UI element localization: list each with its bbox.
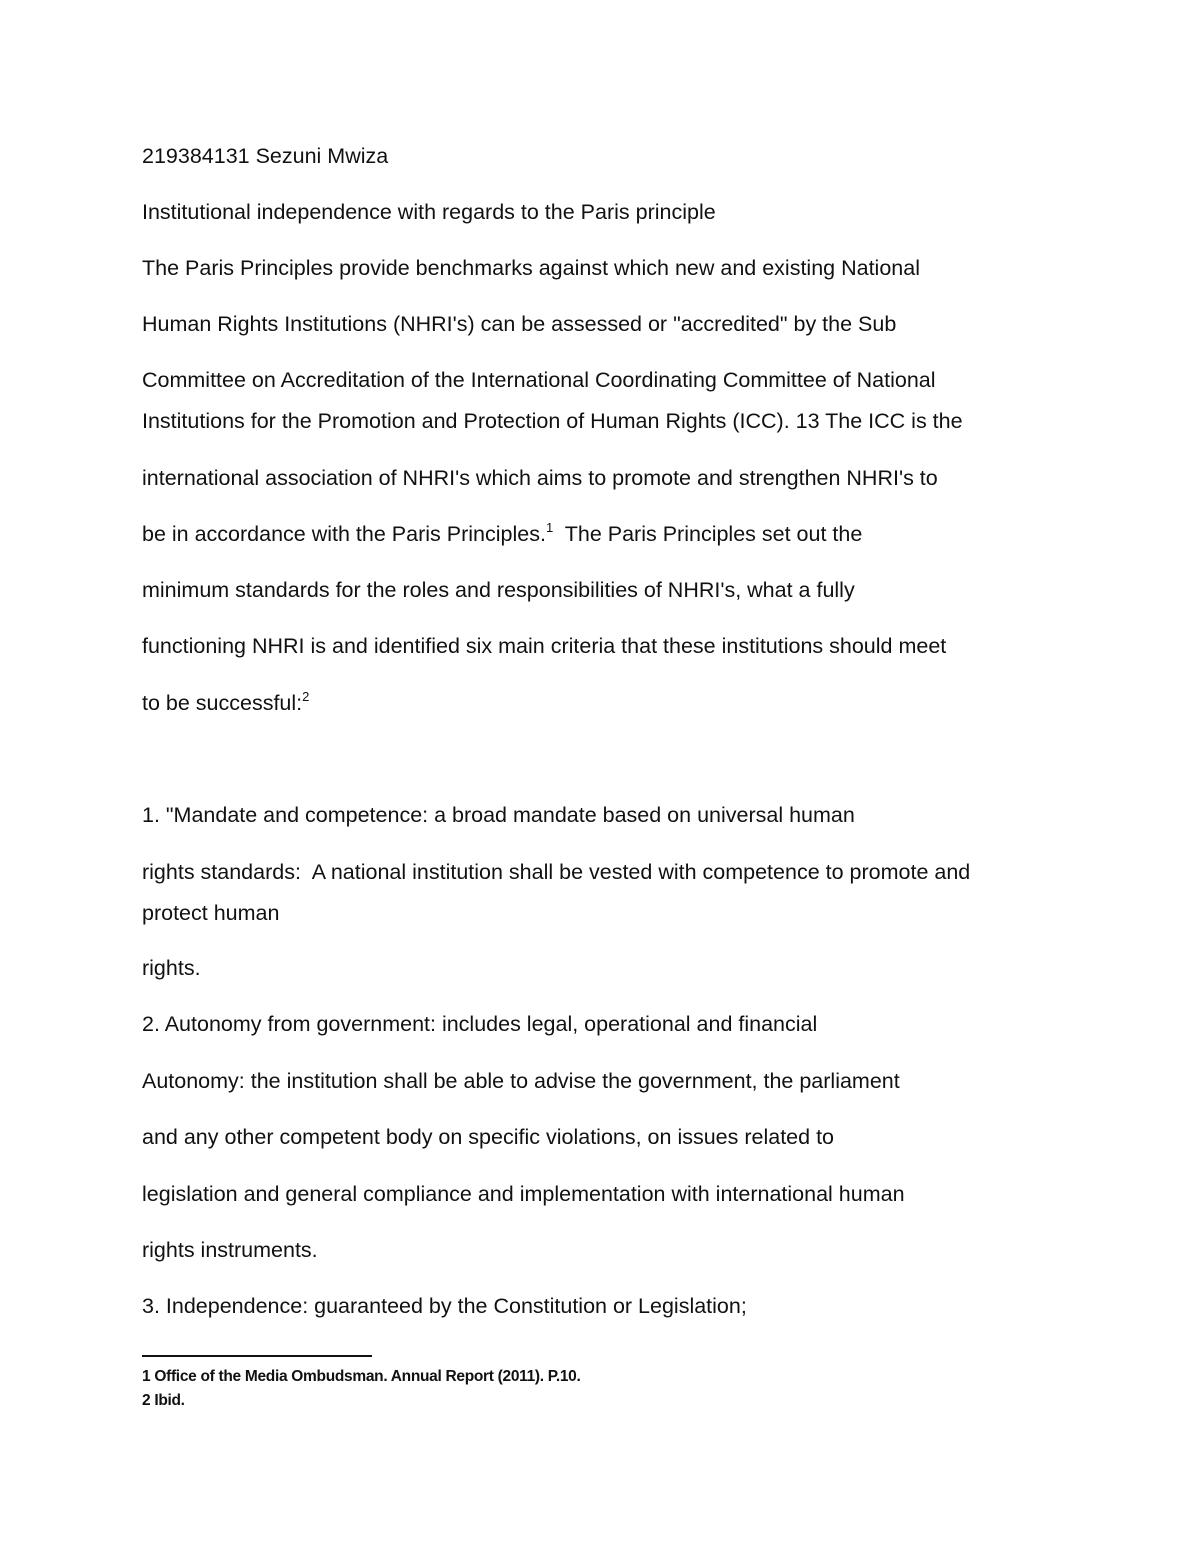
footnote-separator [142, 1355, 372, 1357]
author-line: 219384131 Sezuni Mwiza [142, 144, 389, 168]
footnote-ref: 1 [545, 520, 554, 535]
body-line: Human Rights Institutions (NHRI's) can be assessed or "accredited" by the Sub [142, 312, 897, 336]
list-item-1: 1. "Mandate and competence: a broad mandate based on universal human [142, 803, 855, 827]
body-text: The Paris Principles set out the [553, 522, 863, 546]
list-item-2: 2. Autonomy from government: includes legal, operational and financial [142, 1012, 818, 1036]
body-text: to be successful: [142, 691, 303, 715]
body-line: functioning NHRI is and identified six main criteria that these institutions should meet [142, 634, 947, 658]
list-item-2-text: and any other competent body on specific violations, on issues related to [142, 1125, 834, 1149]
body-line: The Paris Principles provide benchmarks against which new and existing National [142, 256, 920, 280]
list-item-2-text: rights instruments. [142, 1238, 318, 1262]
body-line: Committee on Accreditation of the International Coordinating Committee of National [142, 368, 936, 392]
footnote-ref: 2 [302, 689, 310, 704]
body-text: be in accordance with the Paris Principles. [142, 522, 546, 546]
body-line: Institutions for the Promotion and Protection of Human Rights (ICC). 13 The ICC is the [142, 409, 963, 433]
list-item-1-text: protect human [142, 901, 280, 925]
list-item-1-text: rights standards: A national institution shall be vested with competence to promote and [142, 860, 971, 884]
body-line [142, 690, 309, 716]
body-line: international association of NHRI's which aims to promote and strengthen NHRI's to [142, 466, 938, 490]
document-title: Institutional independence with regards to the Paris principle [142, 200, 716, 224]
footnote-2: 2 Ibid. [142, 1392, 185, 1409]
footnote-1: 1 Office of the Media Ombudsman. Annual Report (2011). P.10. [142, 1368, 581, 1385]
list-item-2-text: legislation and general compliance and implementation with international human [142, 1182, 905, 1206]
body-line [142, 521, 862, 547]
list-item-1-text: rights. [142, 956, 201, 980]
list-item-3: 3. Independence: guaranteed by the Constitution or Legislation; [142, 1294, 747, 1318]
body-line: minimum standards for the roles and responsibilities of NHRI's, what a fully [142, 578, 855, 602]
list-item-2-text: Autonomy: the institution shall be able to advise the government, the parliament [142, 1069, 900, 1093]
